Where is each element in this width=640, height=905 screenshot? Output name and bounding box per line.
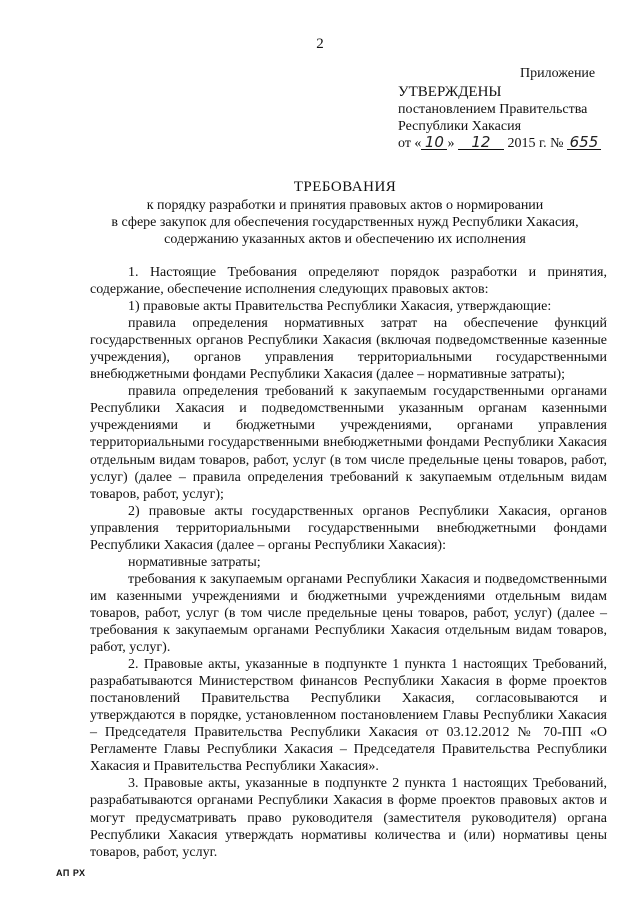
date-prefix: от « bbox=[398, 136, 422, 151]
paragraph-1: 1. Настоящие Требования определяют порядок разработки и принятия, содержание, обеспечение исполнения следующих правовых актов: bbox=[90, 265, 607, 298]
document-title-block bbox=[80, 178, 610, 248]
subtitle-line-2: в сфере закупок для обеспечения государственных нужд Республики Хакасия, bbox=[111, 215, 579, 230]
handwritten-day: 10 bbox=[421, 135, 447, 150]
paragraph-2: 2. Правовые акты, указанные в подпункте 1 пункта 1 настоящих Требований, разрабатываются Министерством финансов Республики Хакасия в форме проектов постановлений Правительства Республики Хакасия, согласовываются и утверждаются в порядке, установленном постановлением Главы Республики Хакасия – Председателя Правительства Республики Хакасия от 03.12.2012 № 70-ПП «О Регламенте Главы Республики Хакасия – Председателя Правительства Республики Хакасия и Правительства Республики Хакасия». bbox=[90, 657, 607, 775]
approved-by-line-2: Республики Хакасия bbox=[398, 119, 522, 134]
paragraph-1-1: 1) правовые акты Правительства Республики Хакасия, утверждающие: bbox=[128, 299, 552, 315]
handwritten-month: 12 bbox=[458, 135, 504, 150]
approved-by-line-1: постановлением Правительства bbox=[398, 102, 588, 117]
document-title: ТРЕБОВАНИЯ bbox=[293, 179, 397, 195]
date-mid: » bbox=[447, 136, 455, 151]
appendix-label: Приложение bbox=[520, 66, 596, 81]
date-year: 2015 г. № bbox=[507, 136, 564, 151]
document-body bbox=[90, 264, 607, 861]
subtitle-line-3: содержанию указанных актов и обеспечению их исполнения bbox=[164, 232, 526, 247]
approval-stamp bbox=[398, 84, 601, 152]
paragraph-normative-costs: нормативные затраты; bbox=[128, 554, 261, 570]
handwritten-document-number: 655 bbox=[567, 135, 601, 150]
approval-date-line bbox=[398, 135, 601, 152]
paragraph-normative-costs-rules: правила определения нормативных затрат на обеспечение функций государственных органов Республики Хакасия (включая подведомственные казенные учреждения), органов управления территориальными государственными внебюджетными фондами Республики Хакасия (далее – нормативные затраты); bbox=[90, 316, 607, 383]
paragraph-1-2: 2) правовые акты государственных органов Республики Хакасия, органов управления территориальными государственными внебюджетными фондами Республики Хакасия (далее – органы Республики Хакасия): bbox=[90, 503, 607, 553]
page-number: 2 bbox=[316, 36, 324, 52]
approved-label: УТВЕРЖДЕНЫ bbox=[398, 84, 502, 100]
footer-mark: АП РХ bbox=[56, 868, 86, 878]
paragraph-requirements: требования к закупаемым органами Республики Хакасия и подведомственными им казенными учреждениями и бюджетными учреждениями отдельным видам товаров, работ, услуг (в том числе предельные цены товаров, работ, услуг) (далее – требования к закупаемым органами Республики Хакасия отдельным видам товаров, работ, услуг). bbox=[90, 571, 607, 656]
subtitle-line-1: к порядку разработки и принятия правовых актов о нормировании bbox=[146, 198, 544, 213]
paragraph-3: 3. Правовые акты, указанные в подпункте 2 пункта 1 настоящих Требований, разрабатываются органами Республики Хакасия в форме проектов правовых актов и могут предусматривать право руководителя (заместителя руководителя) органа Республики Хакасия утверждать нормативы количества и (или) нормативы цены товаров, работ, услуг. bbox=[90, 776, 607, 860]
paragraph-requirements-rules: правила определения требований к закупаемым государственными органами Республики Хакасия и подведомственными указанным органам казенными учреждениями и бюджетными учреждениями, органами управления территориальными государственными внебюджетными фондами Республики Хакасия отдельным видам товаров, работ, услуг (в том числе предельные цены товаров, работ, услуг) (далее – правила определения требований к закупаемым отдельным видам товаров, работ, услуг); bbox=[90, 384, 607, 502]
